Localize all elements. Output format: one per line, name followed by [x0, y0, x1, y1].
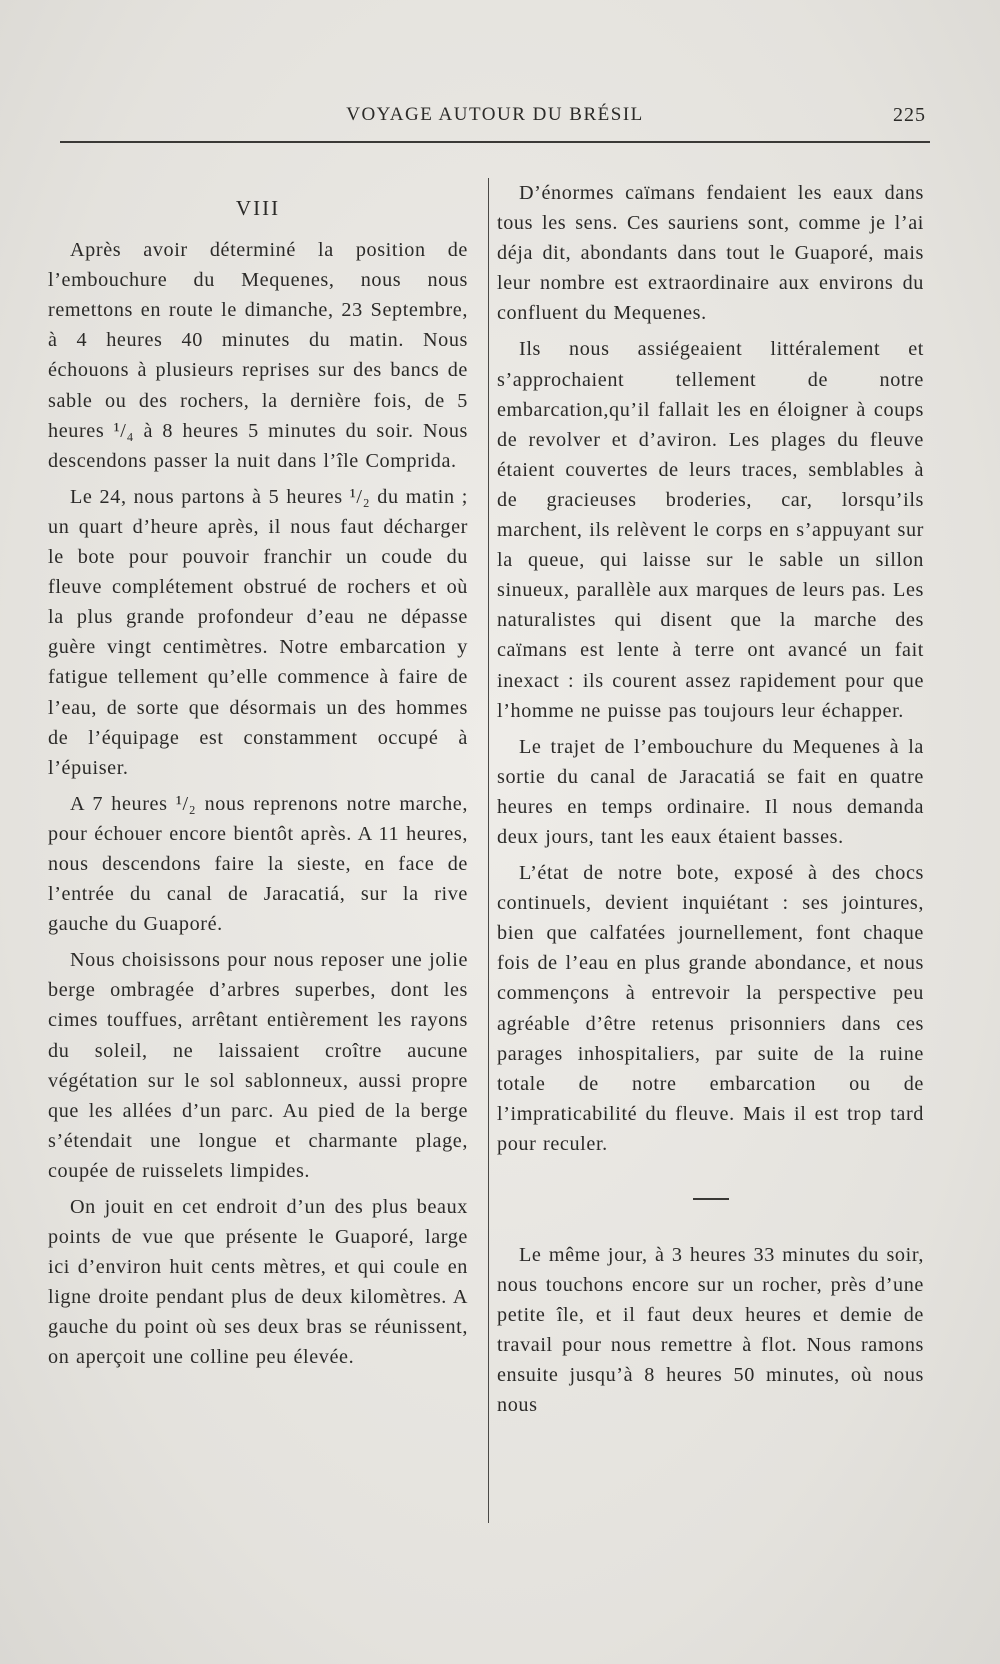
header-rule	[60, 141, 930, 143]
section-break-rule	[693, 1198, 729, 1200]
page-number: 225	[893, 104, 926, 126]
paragraph: Nous choisissons pour nous reposer une jolie berge ombragée d’arbres superbes, dont les cimes touffues, arrêtant entièrement les rayons du soleil, ne laissaient croître aucune végétation sur le sol sablonneux, aussi propre que les allées d’un parc. Au pied de la berge s’étendait une longue et charmante plage, coupée de ruisselets limpides.	[48, 949, 468, 1182]
paragraph: Ils nous assiégeaient littéralement et s’approchaient tellement de notre embarcation,qu’il fallait les en éloigner à coups de revolver et d’aviron. Les plages du fleuve étaient couvertes de leurs traces, semblables à de gracieuses broderies, car, lorsqu’ils marchent, ils relèvent le corps en s’appuyant sur la queue, qui laisse sur le sable un sillon sinueux, parallèle aux marques de leurs pas. Les naturalistes qui disent que la marche des caïmans est lente à terre ont avancé un fait inexact : ils courent assez rapidement pour que l’homme ne puisse pas toujours leur échapper.	[497, 338, 924, 722]
right-column	[497, 178, 924, 1426]
paragraph: D’énormes caïmans fendaient les eaux dans tous les sens. Ces sauriens sont, comme je l’ai déja dit, abondants dans tout le Guaporé, mais leur nombre est extraordinaire aux environs du confluent du Mequenes.	[497, 182, 924, 325]
section-heading: VIII	[235, 196, 281, 220]
running-title: VOYAGE AUTOUR DU BRÉSIL	[346, 104, 644, 125]
paragraph: L’état de notre bote, exposé à des chocs continuels, devient inquiétant : ses jointures, bien que calfatées journellement, font chaque fois de l’eau en plus grande abondance, et nous commençons à entrevoir la perspective peu agréable d’être retenus prisonniers dans ces parages inhospitaliers, par suite de la ruine totale de notre embarcation ou de l’impraticabilité du fleuve. Mais il est trop tard pour reculer.	[497, 862, 924, 1155]
paragraph: A 7 heures ¹/₂ nous reprenons notre marche, pour échouer encore bientôt après. A 11 heures, nous descendons faire la sieste, en face de l’entrée du canal de Jaracatiá, sur la rive gauche du Guaporé.	[48, 792, 468, 936]
paragraph: Le 24, nous partons à 5 heures ¹/₂ du matin ; un quart d’heure après, il nous faut décharger le bote pour pouvoir franchir un coude du fleuve complétement obstrué de rochers et où la plus grande profondeur d’eau ne dépasse guère vingt centimètres. Notre embarcation y fatigue tellement qu’elle commence à faire de l’eau, de sorte que désormais un des hommes de l’équipage est constamment occupé à l’épuiser.	[48, 485, 468, 779]
left-column	[48, 178, 468, 1379]
column-divider	[488, 178, 489, 1523]
page-header	[60, 104, 930, 134]
paragraph: Le même jour, à 3 heures 33 minutes du soir, nous touchons encore sur un rocher, près d’une petite île, et il faut deux heures et demie de travail pour nous remettre à flot. Nous ramons ensuite jusqu’à 8 heures 50 minutes, où nous nous	[497, 1243, 924, 1416]
paragraph: Après avoir déterminé la position de l’embouchure du Mequenes, nous nous remettons en route le dimanche, 23 Septembre, à 4 heures 40 minutes du matin. Nous échouons à plusieurs reprises sur des bancs de sable ou des rochers, la dernière fois, de 5 heures ¹/₄ à 8 heures 5 minutes du soir. Nous descendons passer la nuit dans l’île Comprida.	[48, 239, 468, 472]
paragraph: On jouit en cet endroit d’un des plus beaux points de vue que présente le Guaporé, large ici d’environ huit cents mètres, et qui coule en ligne droite pendant plus de deux kilomètres. A gauche du point où ses deux bras se réunissent, on aperçoit une colline peu élevée.	[48, 1196, 468, 1369]
paragraph: Le trajet de l’embouchure du Mequenes à la sortie du canal de Jaracatiá se fait en quatre heures en temps ordinaire. Il nous demanda deux jours, tant les eaux étaient basses.	[497, 735, 924, 848]
